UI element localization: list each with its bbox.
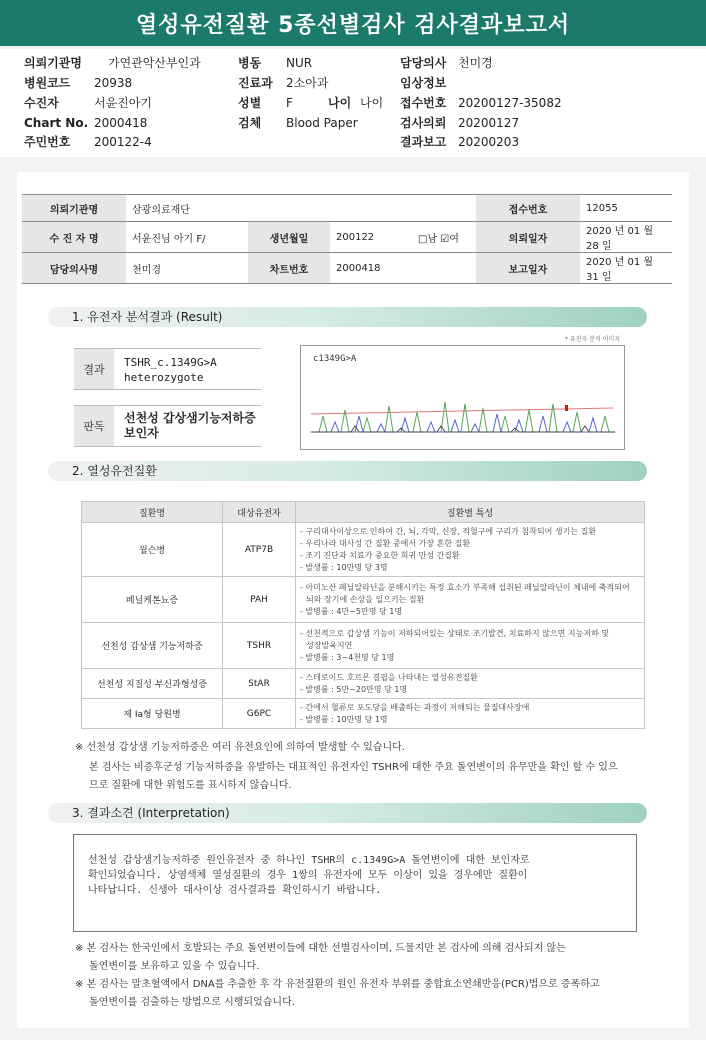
- disease-features: [296, 577, 645, 623]
- header-value: 가연관악산부인과: [108, 56, 201, 70]
- sex-male-checkbox: □남: [418, 233, 438, 245]
- result-box: [74, 348, 261, 390]
- header-value: 20200127-35082: [458, 96, 562, 110]
- table-row: [82, 577, 645, 623]
- info-value-chart: 2000418: [330, 253, 476, 284]
- header-value: 20200203: [458, 135, 520, 149]
- info-label: 의뢰일자: [476, 222, 580, 253]
- section-header-interpretation: 3. 결과소견 (Interpretation): [48, 803, 647, 823]
- disease-gene: PAH: [223, 577, 296, 623]
- header-label: 접수번호: [400, 96, 447, 110]
- header-value: F: [286, 96, 293, 110]
- header-value: 20938: [94, 76, 133, 90]
- header-value: 서윤진아기: [94, 96, 152, 110]
- disease-features: [296, 699, 645, 729]
- table-row: [82, 699, 645, 729]
- header-label: 주민번호: [24, 135, 71, 149]
- info-label: 접수번호: [476, 195, 580, 222]
- header-value: NUR: [286, 56, 313, 70]
- header-value: Blood Paper: [286, 116, 358, 130]
- sequencing-chromatogram: [300, 345, 625, 450]
- judgement-line1: 선천성 갑상샘기능저하증: [124, 411, 256, 425]
- judgement-box: [74, 405, 261, 447]
- feature-line: - 조기 진단과 치료가 중요한 희귀 만성 간질환: [300, 550, 460, 560]
- header-field-ward: [238, 54, 312, 72]
- header-value: 2000418: [94, 116, 148, 130]
- feature-line: - 발생률 : 10만명 당 3명: [300, 562, 388, 572]
- footnote-1-cont: 돌연변이를 보유하고 있을 수 있습니다.: [89, 961, 260, 972]
- header-label: 성별: [238, 96, 262, 110]
- header-value: 20200127: [458, 116, 520, 130]
- disease-gene: StAR: [223, 669, 296, 699]
- header-field-chart-no: [24, 114, 147, 132]
- feature-line: - 발병률 : 4만~5만명 당 1명: [300, 606, 403, 616]
- info-sex-check: [412, 222, 476, 253]
- info-value-doctor: 천미경: [126, 253, 248, 284]
- header-field-hospital-code: [24, 74, 132, 92]
- header-label: 검체: [238, 116, 262, 130]
- header-field-doctor: [400, 54, 493, 72]
- report-sheet: [17, 172, 689, 1028]
- info-value-report-date: 2020 년 01 월 31 일: [580, 253, 672, 284]
- feature-line: 성장발육지연: [306, 640, 353, 650]
- disease-features: [296, 623, 645, 669]
- info-label: 생년월일: [248, 222, 330, 253]
- header-field-department: [238, 74, 328, 92]
- header-field-specimen: [238, 114, 358, 132]
- footnote-1: ※ 본 검사는 한국인에서 호발되는 주요 돌연변이들에 대한 선별검사이며, 드물지만 본 검사에 의해 검사되지 않는: [75, 943, 566, 954]
- disease-table: [81, 501, 645, 729]
- patient-info-table: [22, 194, 672, 284]
- disease-gene: TSHR: [223, 623, 296, 669]
- info-label: 담당의사명: [22, 253, 126, 284]
- interpretation-line: 확인되었습니다. 상염색체 열성질환의 경우 1쌍의 유전자에 모두 이상이 있을 경우에만 질환이: [88, 870, 528, 881]
- info-value-institution: 삼광의료재단: [126, 195, 476, 222]
- disease-note-3: 므로 질환에 대한 위험도를 표시하지 않습니다.: [89, 780, 292, 791]
- image-caption: * 유전자 분석 이미지: [565, 336, 621, 343]
- header-field-report-date: [400, 133, 519, 151]
- variant-marker: [565, 405, 568, 411]
- feature-line: - 우리나라 대사성 간 질환 중에서 가장 흔한 질환: [300, 538, 471, 548]
- disease-col-header: 질환별 특성: [296, 502, 645, 523]
- info-value-receipt: 12055: [580, 195, 672, 222]
- header-label: 나이: [328, 96, 352, 110]
- feature-line: - 발병률 : 10만명 당 1명: [300, 714, 388, 724]
- interpretation-box: [73, 834, 637, 932]
- table-row: [82, 523, 645, 577]
- report-header: [0, 49, 706, 157]
- header-value: 2소아과: [286, 76, 329, 90]
- header-label: 병동: [238, 56, 262, 70]
- info-label: 수 진 자 명: [22, 222, 126, 253]
- disease-col-header: 질환명: [82, 502, 223, 523]
- disease-name: 선천성 지질성 부신과형성증: [82, 669, 223, 699]
- header-label: 임상정보: [400, 76, 447, 90]
- info-value-dob: 200122: [330, 222, 412, 253]
- sex-female-checkbox: ☑여: [440, 233, 459, 245]
- header-field-receipt-no: [400, 94, 562, 112]
- header-label: Chart No.: [24, 116, 89, 130]
- feature-line: - 선천적으로 갑상샘 기능이 저하되어있는 상태로 조기발견, 치료하지 않으면 지능저하 및: [300, 628, 610, 638]
- feature-line: - 발병률 : 5만~20만명 당 1명: [300, 684, 408, 694]
- judgement-label: 판독: [74, 406, 114, 446]
- info-label: 보고일자: [476, 253, 580, 284]
- footnote-2: ※ 본 검사는 말초혈액에서 DNA를 추출한 후 각 유전질환의 원인 유전자 부위를 중합효소연쇄반응(PCR)법으로 증폭하고: [75, 979, 600, 990]
- disease-name: 페닐케톤뇨증: [82, 577, 223, 623]
- disease-note-2: 본 검사는 비증후군성 기능저하증을 유발하는 대표적인 유전자인 TSHR에 대한 주요 돌연변이의 유무만을 확인 할 수 있으: [89, 762, 618, 773]
- interpretation-line: 나타납니다. 신생아 대사이상 검사결과를 확인하시기 바랍니다.: [88, 885, 382, 896]
- result-label: 결과: [74, 349, 114, 389]
- header-label: 병원코드: [24, 76, 71, 90]
- result-zygosity: heterozygote: [124, 371, 204, 384]
- header-label: 결과보고: [400, 135, 447, 149]
- feature-line: - 간에서 혈류로 포도당을 배출하는 과정이 저해되는 물질대사장애: [300, 702, 530, 712]
- report-title: 열성유전질환 5종선별검사 검사결과보고서: [0, 0, 706, 46]
- feature-line: - 아미노산 페닐알라닌을 분해시키는 특정 효소가 부족해 섭취된 페닐알라닌이 체내에 축적되어: [300, 582, 630, 592]
- header-label: 담당의사: [400, 56, 447, 70]
- disease-gene: ATP7B: [223, 523, 296, 577]
- feature-line: - 스테로이드 호르몬 결핍을 나타내는 열성유전질환: [300, 672, 478, 682]
- feature-line: 뇌와 장기에 손상을 일으키는 질환: [306, 594, 425, 604]
- table-row: [82, 623, 645, 669]
- table-row: [82, 669, 645, 699]
- header-field-clinical-info: [400, 74, 458, 92]
- disease-col-header: 대상유전자: [223, 502, 296, 523]
- feature-line: - 구리대사이상으로 인하여 간, 뇌, 각막, 신장, 적혈구에 구리가 침착되어 생기는 질환: [300, 526, 597, 536]
- disease-name: 선천성 갑상샘 기능저하증: [82, 623, 223, 669]
- disease-name: 제 Ia형 당원병: [82, 699, 223, 729]
- disease-features: [296, 669, 645, 699]
- header-field-resident-no: [24, 133, 152, 151]
- chromatogram-svg: [301, 346, 624, 449]
- header-field-sex: [238, 94, 293, 112]
- judgement-line2: 보인자: [124, 426, 159, 440]
- disease-name: 윌슨병: [82, 523, 223, 577]
- header-value: 천미경: [458, 56, 493, 70]
- header-field-age: [328, 94, 383, 112]
- header-label: 검사의뢰: [400, 116, 447, 130]
- disease-note-1: ※ 선천성 갑상샘 기능저하증은 여러 유전요인에 의하여 발생할 수 있습니다.: [75, 742, 405, 753]
- disease-features: [296, 523, 645, 577]
- feature-line: - 발병률 : 3~4천명 당 1명: [300, 652, 395, 662]
- header-label: 진료과: [238, 76, 273, 90]
- header-value: 나이: [360, 96, 384, 110]
- footnote-2-cont: 돌연변이를 검출하는 방법으로 시행되었습니다.: [89, 997, 295, 1008]
- info-value-request-date: 2020 년 01 월 28 일: [580, 222, 672, 253]
- section-header-diseases: 2. 열성유전질환: [48, 461, 647, 481]
- info-label: 의뢰기관명: [22, 195, 126, 222]
- section-header-result: 1. 유전자 분석결과 (Result): [48, 307, 647, 327]
- result-variant: TSHR_c.1349G>A: [124, 356, 217, 369]
- interpretation-line: 선천성 갑상샘기능저하증 원인유전자 중 하나인 TSHR의 c.1349G>A 돌연변이에 대한 보인자로: [88, 855, 530, 866]
- info-label: 차트번호: [248, 253, 330, 284]
- header-field-request-date: [400, 114, 519, 132]
- header-value: 200122-4: [94, 135, 152, 149]
- header-field-patient: [24, 94, 152, 112]
- disease-gene: G6PC: [223, 699, 296, 729]
- header-label: 수진자: [24, 96, 59, 110]
- info-value-patient: 서윤진님 아기 F/: [126, 222, 248, 253]
- header-label: 의뢰기관명: [24, 56, 82, 70]
- header-field-institution: [24, 54, 201, 72]
- chromatogram-label: c1349G>A: [313, 354, 357, 364]
